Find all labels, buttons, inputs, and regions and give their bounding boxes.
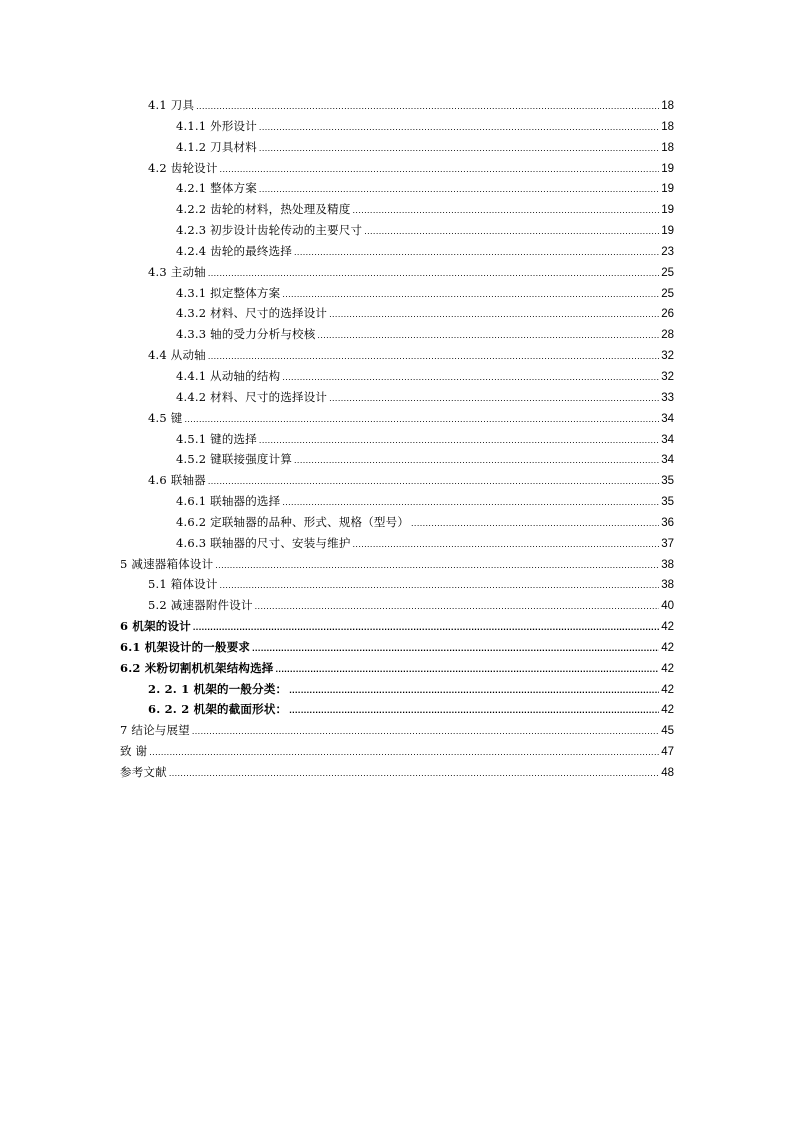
dot-leader [353, 534, 660, 555]
toc-entry-title: 4.1.1 外形设计 [176, 118, 257, 133]
toc-entry[interactable] [120, 491, 674, 512]
toc-entry[interactable] [120, 637, 674, 658]
dot-leader [220, 575, 660, 596]
toc-page-number: 32 [661, 350, 674, 363]
dot-leader [259, 179, 659, 200]
toc-entry-title: 4.1 刀具 [148, 98, 195, 112]
dot-leader [184, 409, 659, 430]
toc-page-number: 42 [661, 662, 674, 675]
toc-entry-title: 5.1 箱体设计 [148, 577, 218, 592]
toc-page-number: 42 [661, 683, 674, 696]
dot-leader [282, 492, 659, 513]
toc-page-number: 34 [661, 412, 674, 425]
dot-leader [193, 617, 659, 638]
toc-entry-title: 5.2 减速器附件设计 [148, 598, 253, 613]
toc-entry-title: 4.6.2 定联轴器的品种、形式、规格（型号） [176, 514, 410, 529]
toc-entry[interactable] [120, 574, 674, 595]
dot-leader [220, 159, 660, 180]
dot-leader [149, 742, 659, 763]
toc-page-number: 19 [661, 183, 674, 196]
toc-page-number: 34 [661, 454, 674, 467]
toc-entry[interactable] [120, 595, 674, 616]
toc-entry[interactable] [120, 408, 674, 429]
toc-entry[interactable] [120, 303, 674, 324]
toc-entry[interactable] [120, 137, 674, 158]
toc-page-number: 38 [661, 558, 674, 571]
toc-entry[interactable] [120, 699, 674, 720]
toc-entry[interactable] [120, 512, 674, 533]
toc-entry-title: 4.3.1 拟定整体方案 [176, 285, 281, 300]
dot-leader [289, 700, 659, 721]
toc-entry-title: 4.2.3 初步设计齿轮传动的主要尺寸 [176, 223, 363, 238]
toc-page-number: 35 [661, 475, 674, 488]
dot-leader [259, 138, 659, 159]
toc-page-number: 42 [661, 704, 674, 717]
toc-entry-title: 4.5.2 键联接强度计算 [176, 452, 293, 467]
toc-page-number: 33 [661, 391, 674, 404]
toc-entry-title: 4.3.3 轴的受力分析与校核 [176, 327, 316, 342]
toc-entry[interactable] [120, 449, 674, 470]
dot-leader [289, 680, 659, 701]
toc-entry[interactable] [120, 116, 674, 137]
toc-page-number: 25 [661, 266, 674, 279]
toc-entry-title: 4.6.1 联轴器的选择 [176, 494, 281, 509]
toc-entry[interactable] [120, 262, 674, 283]
toc-page-number: 18 [661, 141, 674, 154]
toc-entry-title: 4.2.2 齿轮的材料，热处理及精度 [176, 202, 351, 217]
toc-entry-title: 6.2 米粉切割机机架结构选择 [120, 660, 274, 675]
toc-entry-title: 4.2.1 整体方案 [176, 181, 257, 196]
toc-page-number: 37 [661, 537, 674, 550]
toc-page-number: 34 [661, 433, 674, 446]
toc-entry-title: 4.4.1 从动轴的结构 [176, 368, 281, 383]
dot-leader [259, 117, 659, 138]
toc-entry[interactable] [120, 178, 674, 199]
toc-page-number: 18 [661, 120, 674, 133]
dot-leader [317, 325, 659, 346]
toc-entry[interactable] [120, 324, 674, 345]
toc-entry[interactable] [120, 345, 674, 366]
toc-page-number: 32 [661, 370, 674, 383]
dot-leader [169, 763, 659, 784]
toc-entry-title: 4.6.3 联轴器的尺寸、安装与维护 [176, 535, 351, 550]
toc-page-number: 40 [661, 600, 674, 613]
toc-entry-title: 2. 2. 1 机架的一般分类： [148, 681, 288, 696]
dot-leader [208, 263, 659, 284]
dot-leader [282, 284, 659, 305]
toc-entry-title: 4.2 齿轮设计 [148, 160, 218, 175]
toc-entry-title: 6.1 机架设计的一般要求 [120, 639, 251, 654]
toc-entry-title: 7 结论与展望 [120, 723, 190, 738]
toc-page-number: 45 [661, 725, 674, 738]
toc-page-number: 26 [661, 308, 674, 321]
toc-entry[interactable] [120, 470, 674, 491]
toc-entry-title: 4.4.2 材料、尺寸的选择设计 [176, 389, 328, 404]
toc-entry-title: 4.5 键 [148, 410, 183, 425]
toc-entry[interactable] [120, 366, 674, 387]
toc-page-number: 19 [661, 225, 674, 238]
dot-leader [329, 388, 659, 409]
toc-page-number: 47 [661, 746, 674, 759]
dot-leader [196, 96, 659, 117]
toc-page-number: 28 [661, 329, 674, 342]
toc-entry-title: 4.4 从动轴 [148, 348, 206, 363]
toc-entry-title: 6 机架的设计 [120, 619, 191, 634]
toc-page-number: 25 [661, 287, 674, 300]
toc-entry[interactable] [120, 158, 674, 179]
dot-leader [252, 638, 659, 659]
toc-entry-title: 4.3.2 材料、尺寸的选择设计 [176, 306, 328, 321]
toc-page-number: 48 [661, 767, 674, 779]
toc-entry[interactable] [120, 679, 674, 700]
dot-leader [215, 555, 659, 576]
toc-entry[interactable] [120, 616, 674, 637]
toc-entry[interactable] [120, 429, 674, 450]
toc-entry[interactable] [120, 95, 674, 116]
toc-entry-title: 6. 2. 2 机架的截面形状： [148, 702, 288, 717]
table-of-contents [120, 95, 674, 783]
dot-leader [282, 367, 659, 388]
dot-leader [276, 659, 660, 680]
toc-page-number: 19 [661, 204, 674, 217]
toc-entry[interactable] [120, 720, 674, 741]
dot-leader [294, 242, 659, 263]
toc-entry[interactable] [120, 533, 674, 554]
dot-leader [364, 221, 659, 242]
toc-entry-title: 5 减速器箱体设计 [120, 556, 214, 571]
toc-entry-title: 4.5.1 键的选择 [176, 431, 257, 446]
toc-page-number: 18 [661, 100, 674, 112]
toc-entry-title: 参考文献 [120, 765, 167, 779]
toc-entry[interactable] [120, 220, 674, 241]
toc-entry[interactable] [120, 741, 674, 762]
toc-entry[interactable] [120, 387, 674, 408]
toc-entry[interactable] [120, 554, 674, 575]
toc-entry[interactable] [120, 283, 674, 304]
toc-page-number: 38 [661, 579, 674, 592]
toc-entry[interactable] [120, 241, 674, 262]
toc-entry-title: 4.3 主动轴 [148, 264, 206, 279]
toc-page-number: 36 [661, 516, 674, 529]
dot-leader [208, 471, 659, 492]
toc-page-number: 35 [661, 496, 674, 509]
toc-entry-title: 4.2.4 齿轮的最终选择 [176, 243, 293, 258]
dot-leader [411, 513, 659, 534]
toc-page-number: 19 [661, 162, 674, 175]
dot-leader [208, 346, 659, 367]
toc-entry[interactable] [120, 658, 674, 679]
dot-leader [294, 450, 659, 471]
toc-page-number: 42 [661, 621, 674, 634]
toc-entry[interactable] [120, 762, 674, 783]
dot-leader [255, 596, 660, 617]
dot-leader [329, 304, 659, 325]
toc-entry-title: 致 谢 [120, 744, 148, 759]
toc-page-number: 42 [661, 641, 674, 654]
dot-leader [259, 430, 659, 451]
toc-entry[interactable] [120, 199, 674, 220]
dot-leader [192, 721, 659, 742]
toc-entry-title: 4.1.2 刀具材料 [176, 139, 257, 154]
dot-leader [353, 200, 660, 221]
toc-entry-title: 4.6 联轴器 [148, 473, 206, 488]
toc-page-number: 23 [661, 245, 674, 258]
